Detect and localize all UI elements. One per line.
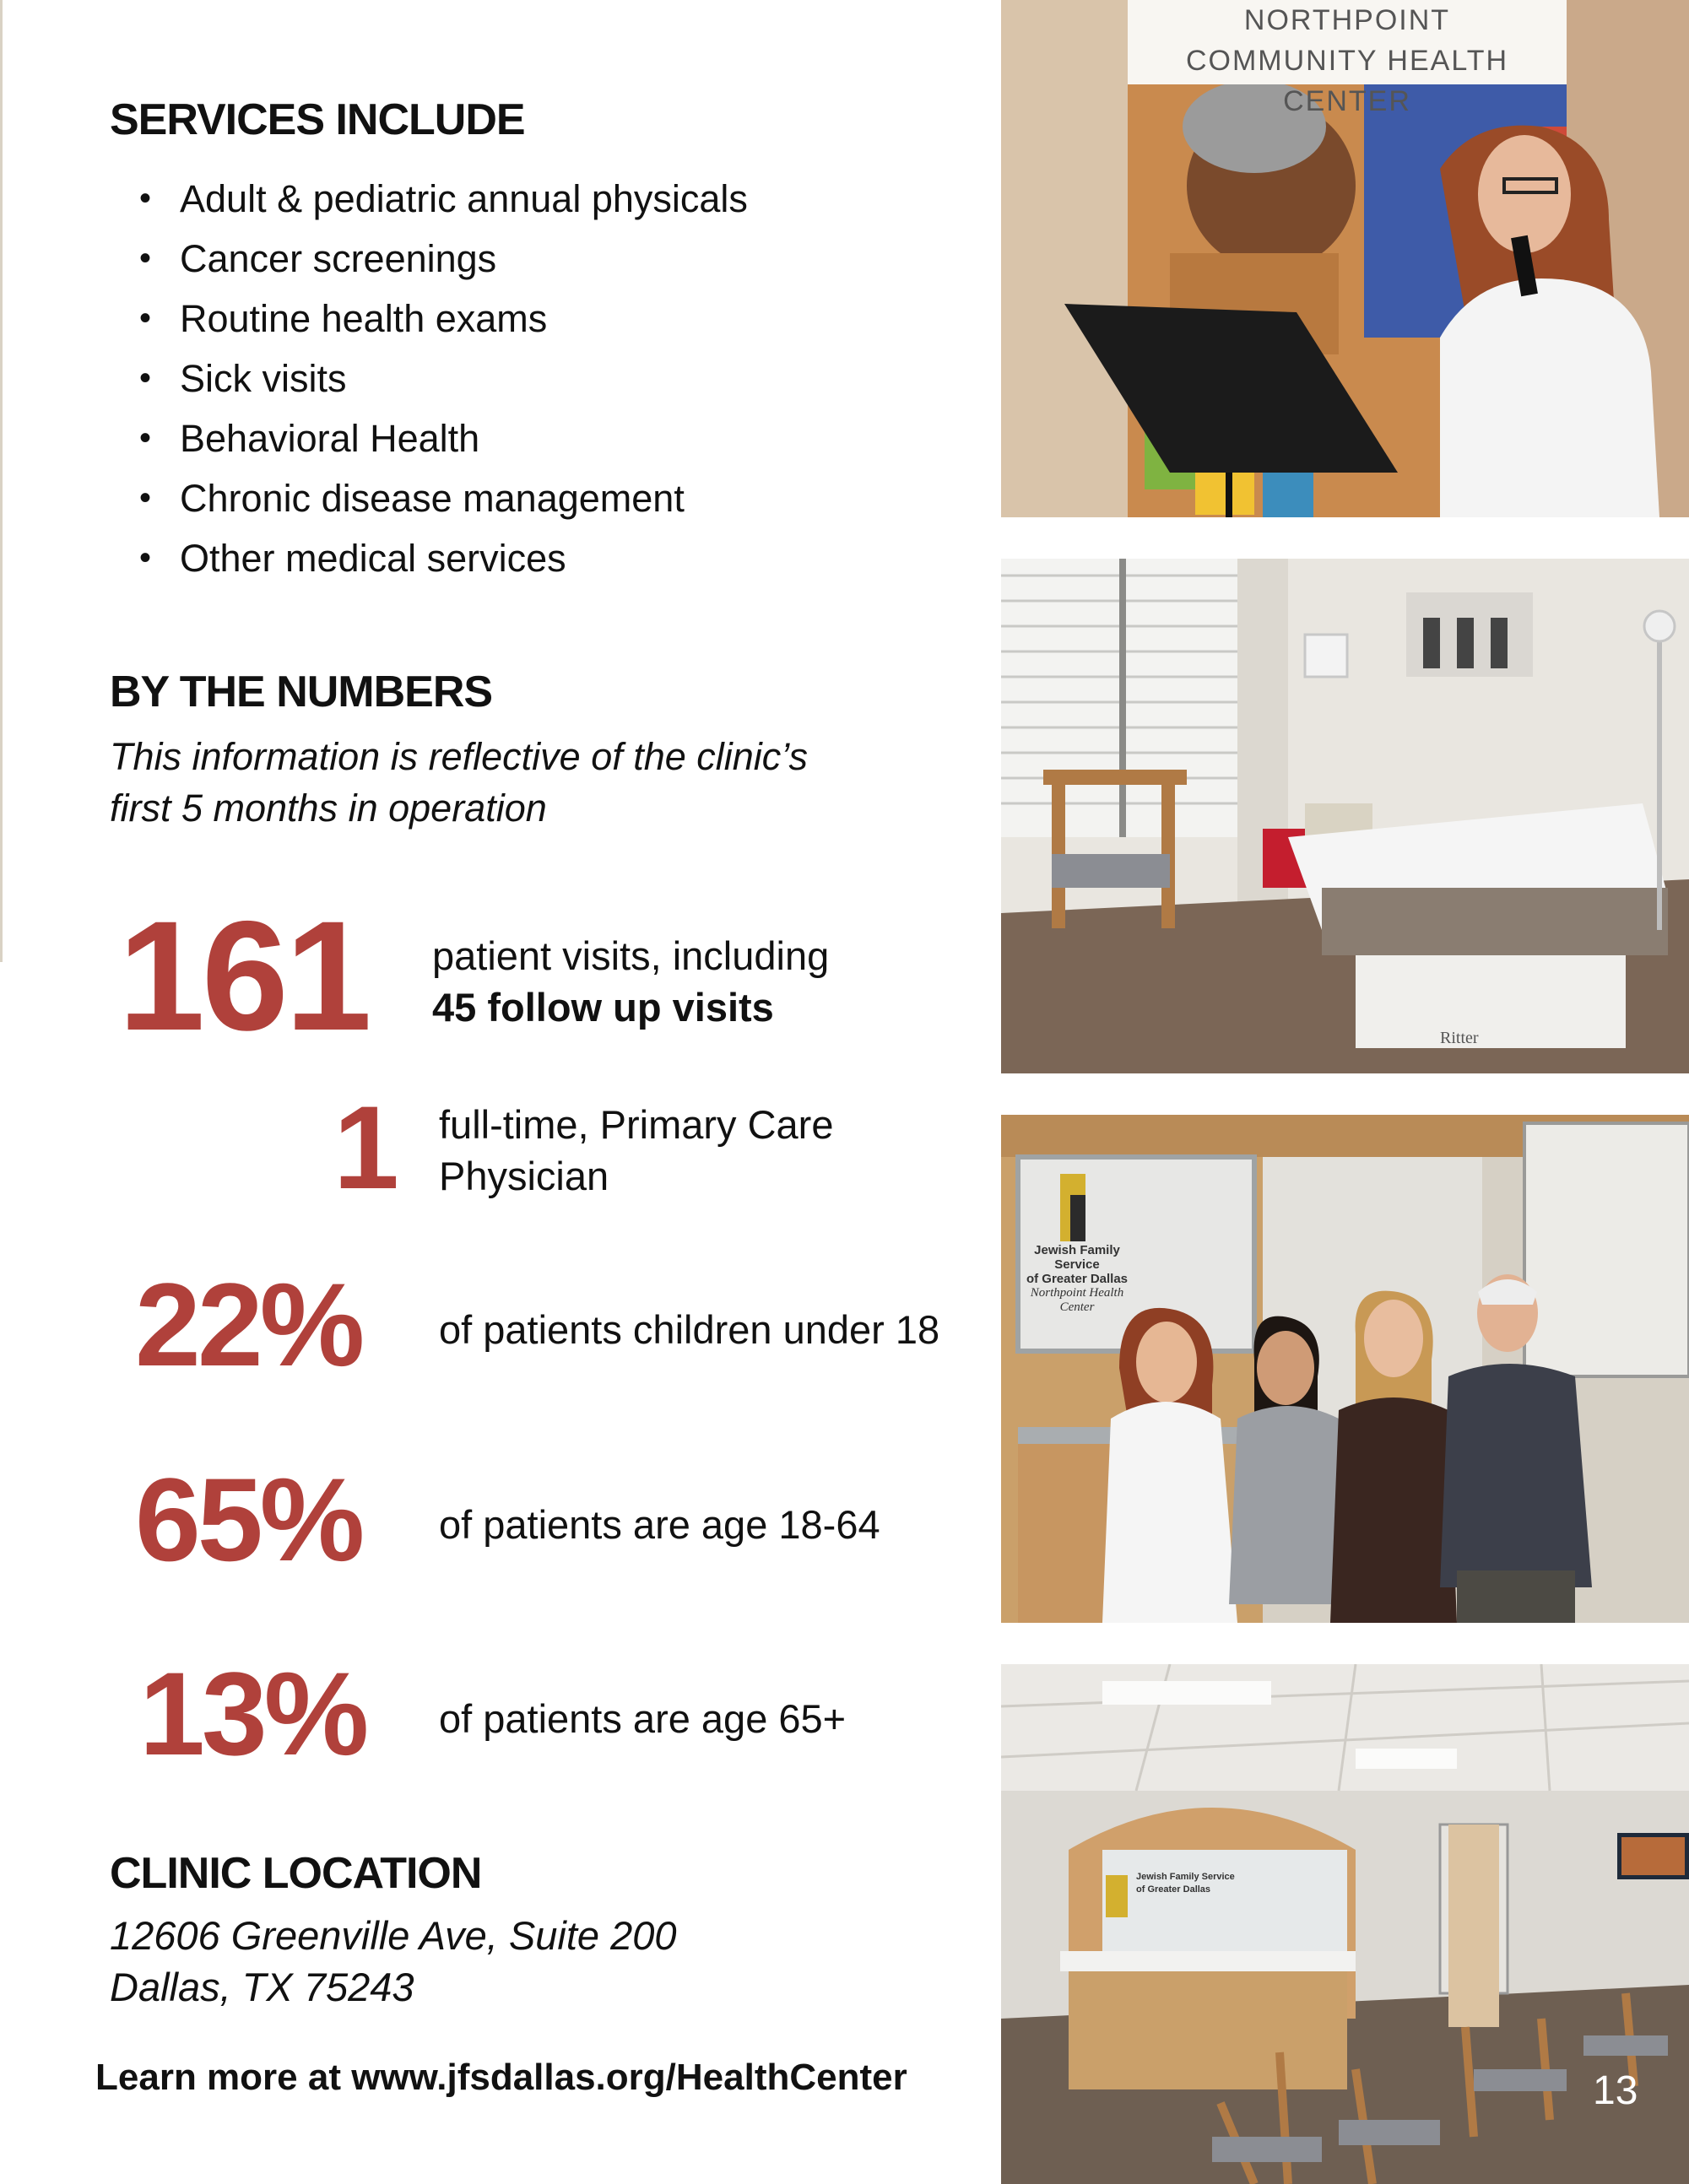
photo-waiting-room	[1001, 1664, 1689, 2184]
service-item: • Cancer screenings	[139, 229, 748, 289]
lobby-sign-line: Jewish Family Service	[1034, 1243, 1120, 1272]
stat-desc-visits	[432, 930, 829, 1033]
stat-desc-seniors: of patients are age 65+	[439, 1696, 847, 1741]
address-line: Dallas, TX 75243	[110, 1965, 414, 2009]
numbers-subtitle-line: This information is reflective of the clinic’s	[110, 735, 808, 778]
stat-desc-line: patient visits, including	[432, 933, 830, 978]
numbers-subtitle	[110, 731, 808, 834]
numbers-subtitle-line: first 5 months in operation	[110, 787, 547, 830]
lobby-sign-line: Northpoint Health Center	[1030, 1286, 1124, 1314]
page-number: 13	[1593, 2068, 1638, 2113]
clinic-address	[110, 1910, 677, 2013]
photo-exam-room	[1001, 559, 1689, 1073]
lobby-sign-text	[1014, 1243, 1140, 1315]
service-item: • Routine health exams	[139, 289, 748, 349]
stat-desc-physician	[439, 1099, 833, 1202]
numbers-heading: BY THE NUMBERS	[110, 668, 493, 716]
stat-value-visits: 161	[118, 889, 369, 1063]
waiting-sign-line: of Greater Dallas	[1136, 1884, 1211, 1895]
stat-value-seniors: 13%	[139, 1647, 366, 1780]
stat-value-physician: 1	[333, 1081, 396, 1214]
stat-desc-adults: of patients are age 18-64	[439, 1502, 880, 1547]
stat-desc-bold	[432, 981, 829, 1033]
banner-line: COMMUNITY HEALTH CENTER	[1185, 45, 1509, 117]
stat-desc-line: full-time, Primary Care	[439, 1102, 834, 1147]
stat-desc-children: of patients children under 18	[439, 1307, 940, 1352]
banner-text	[1128, 0, 1567, 117]
banner-line: NORTHPOINT	[1243, 4, 1451, 36]
services-list	[139, 169, 748, 588]
photo-speaker	[1001, 0, 1689, 517]
services-heading: SERVICES INCLUDE	[110, 95, 525, 144]
stat-desc-line: Physician	[439, 1154, 609, 1198]
service-item: • Chronic disease management	[139, 468, 748, 528]
photo-staff-group-graphic	[1001, 1115, 1689, 1623]
service-item: • Behavioral Health	[139, 408, 748, 468]
service-item: • Sick visits	[139, 349, 748, 408]
service-item: • Other medical services	[139, 528, 748, 588]
stat-desc-bold-text: 45 follow up visits	[432, 985, 774, 1030]
table-brand-label: Ritter	[1440, 1029, 1479, 1047]
stat-value-adults: 65%	[135, 1453, 362, 1586]
left-edge-rule	[0, 0, 3, 962]
photo-exam-room-graphic	[1001, 559, 1689, 1073]
photo-waiting-room-graphic	[1001, 1664, 1689, 2184]
service-item: • Adult & pediatric annual physicals	[139, 169, 748, 229]
address-line: 12606 Greenville Ave, Suite 200	[110, 1913, 677, 1958]
stat-value-children: 22%	[135, 1258, 362, 1391]
learn-more-link[interactable]: Learn more at www.jfsdallas.org/HealthCenter	[95, 2057, 907, 2098]
photo-staff-group	[1001, 1115, 1689, 1623]
waiting-sign-line: Jewish Family Service	[1136, 1872, 1235, 1882]
location-heading: CLINIC LOCATION	[110, 1849, 482, 1898]
lobby-sign-line: of Greater Dallas	[1026, 1272, 1129, 1286]
